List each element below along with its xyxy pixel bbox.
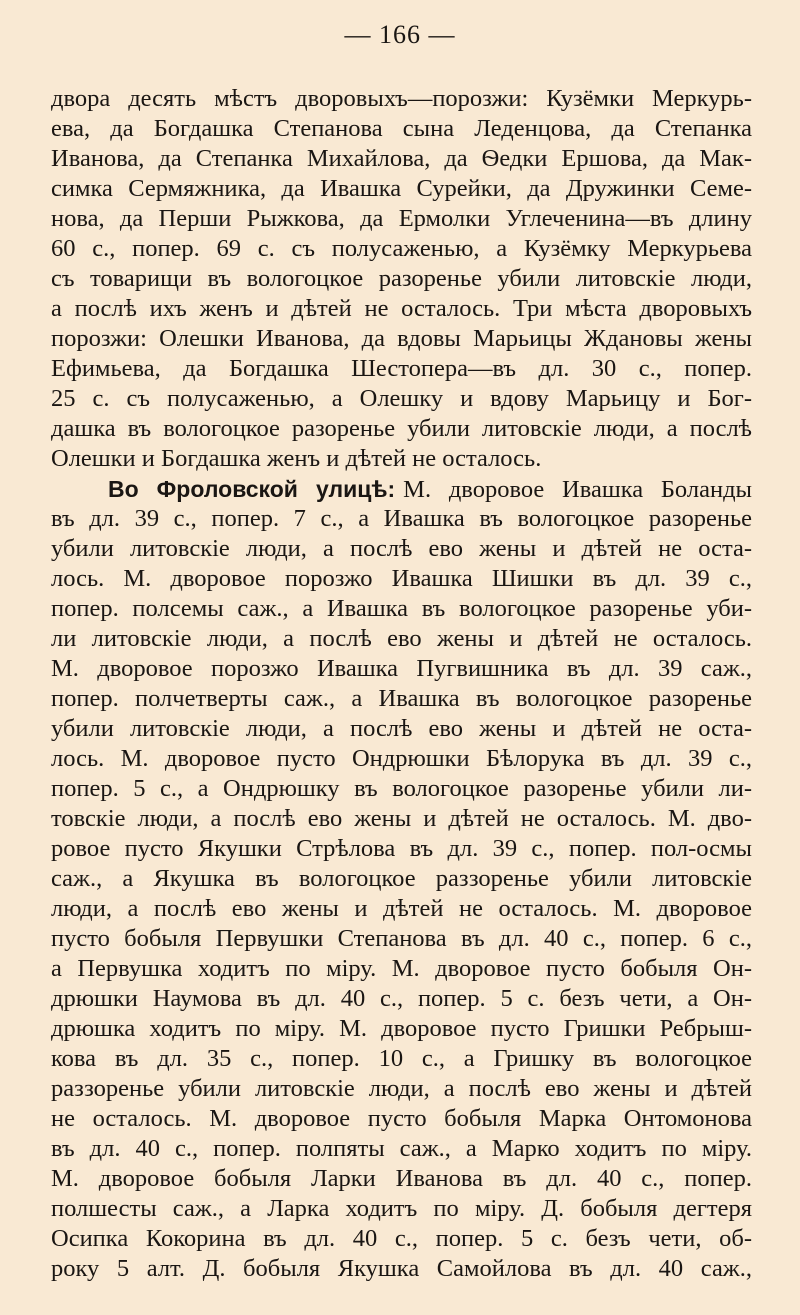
page-number: — 166 — (344, 20, 456, 49)
text-line-content: не осталось. М. дворовое пусто бобыля Марка Онтомонова (51, 1105, 752, 1132)
text-line-content: Иванова, да Степанка Михайлова, да Ѳедки Ершова, да Мак- (51, 145, 752, 172)
text-line (51, 414, 752, 444)
text-line (51, 1104, 752, 1134)
text-line (51, 1194, 752, 1224)
text-line-content: М. дворовое порозжо Ивашка Пугвишника въ дл. 39 саж., (51, 655, 752, 682)
text-line-content: порозжи: Олешки Иванова, да вдовы Марьицы Ждановы жены (51, 325, 752, 352)
text-line (51, 1254, 752, 1284)
text-line (51, 474, 752, 504)
text-line-content: Осипка Кокорина въ дл. 40 с., попер. 5 с. безъ чети, об- (51, 1225, 752, 1252)
section-heading: Во Фроловской улицѣ: (108, 476, 396, 502)
text-line-content: Олешки и Богдашка женъ и дѣтей не осталось. (51, 445, 542, 472)
text-line (51, 444, 752, 474)
text-line-content: ровое пусто Якушки Стрѣлова въ дл. 39 с., попер. пол-осмы (51, 835, 752, 862)
text-line-content: 25 с. съ полусаженью, а Олешку и вдову Марьицу и Бог- (51, 385, 752, 412)
text-line-content: убили литовскіе люди, а послѣ ево жены и дѣтей не оста- (51, 715, 752, 742)
text-line (51, 534, 752, 564)
text-line-content: дашка въ вологоцкое разоренье убили литовскіе люди, а послѣ (51, 415, 752, 442)
text-line-content: въ дл. 39 с., попер. 7 с., а Ивашка въ вологоцкое разоренье (51, 505, 752, 532)
text-line (51, 804, 752, 834)
text-line-content: симка Сермяжника, да Ивашка Сурейки, да Дружинки Семе- (51, 175, 752, 202)
text-line (51, 864, 752, 894)
text-line-content: нова, да Перши Рыжкова, да Ермолки Углеченина—въ длину (51, 205, 752, 232)
text-line-content: а послѣ ихъ женъ и дѣтей не осталось. Три мѣста дворовыхъ (51, 295, 752, 322)
text-line (51, 924, 752, 954)
text-line (51, 954, 752, 984)
text-line-content: ли литовскіе люди, а послѣ ево жены и дѣтей не осталось. (51, 625, 752, 652)
text-line-content: въ дл. 40 с., попер. полпяты саж., а Марко ходитъ по міру. (51, 1135, 752, 1162)
text-line (51, 174, 752, 204)
text-line-content: товскіе люди, а послѣ ево жены и дѣтей не осталось. М. дво- (51, 805, 752, 832)
text-line (51, 1074, 752, 1104)
text-line (51, 834, 752, 864)
text-line-content: попер. 5 с., а Ондрюшку въ вологоцкое разоренье убили ли- (51, 775, 752, 802)
text-line (51, 1044, 752, 1074)
text-line (51, 684, 752, 714)
text-line (51, 504, 752, 534)
text-line (51, 114, 752, 144)
text-line (51, 894, 752, 924)
document-text-body (51, 84, 752, 1284)
text-line (51, 714, 752, 744)
text-line (51, 564, 752, 594)
text-line-content: а Первушка ходитъ по міру. М. дворовое пусто бобыля Он- (51, 955, 752, 982)
text-line (51, 594, 752, 624)
text-line-content: лось. М. дворовое пусто Ондрюшки Бѣлорука въ дл. 39 с., (51, 745, 752, 772)
text-line-content: саж., а Якушка въ вологоцкое раззоренье убили литовскіе (51, 865, 752, 892)
text-line-content: ева, да Богдашка Степанова сына Леденцова, да Степанка (51, 115, 752, 142)
text-line-content: М. дворовое Ивашка Боланды (403, 476, 752, 503)
text-line (51, 264, 752, 294)
text-line-content: полшесты саж., а Ларка ходитъ по міру. Д. бобыля дегтеря (51, 1195, 752, 1222)
text-line (51, 234, 752, 264)
text-line-content: убили литовскіе люди, а послѣ ево жены и дѣтей не оста- (51, 535, 752, 562)
text-line-content: пусто бобыля Первушки Степанова въ дл. 40 с., попер. 6 с., (51, 925, 752, 952)
text-line-content: раззоренье убили литовскіе люди, а послѣ ево жены и дѣтей (51, 1075, 752, 1102)
text-line (51, 354, 752, 384)
text-line (51, 1014, 752, 1044)
text-line-content: люди, а послѣ ево жены и дѣтей не осталось. М. дворовое (51, 895, 752, 922)
text-line (51, 744, 752, 774)
text-line (51, 774, 752, 804)
text-line-content: М. дворовое бобыля Ларки Иванова въ дл. 40 с., попер. (51, 1165, 752, 1192)
text-line-content: кова въ дл. 35 с., попер. 10 с., а Гришку въ вологоцкое (51, 1045, 752, 1072)
text-line (51, 1164, 752, 1194)
text-line (51, 624, 752, 654)
text-line-content: съ товарищи въ вологоцкое разоренье убили литовскіе люди, (51, 265, 752, 292)
text-line-content: двора десять мѣстъ дворовыхъ—порозжи: Кузёмки Меркурь- (51, 85, 752, 112)
text-line (51, 204, 752, 234)
text-line (51, 294, 752, 324)
text-line-content: Ефимьева, да Богдашка Шестопера—въ дл. 30 с., попер. (51, 355, 752, 382)
text-line (51, 324, 752, 354)
text-line-content: року 5 алт. Д. бобыля Якушка Самойлова въ дл. 40 саж., (51, 1255, 752, 1282)
text-line (51, 144, 752, 174)
text-line-content: попер. полчетверты саж., а Ивашка въ вологоцкое разоренье (51, 685, 752, 712)
text-line-content: попер. полсемы саж., а Ивашка въ вологоцкое разоренье уби- (51, 595, 752, 622)
text-line-content: дрюшка ходитъ по міру. М. дворовое пусто Гришки Ребрыш- (51, 1015, 752, 1042)
text-line (51, 84, 752, 114)
text-line-content: дрюшки Наумова въ дл. 40 с., попер. 5 с. безъ чети, а Он- (51, 985, 752, 1012)
text-line (51, 384, 752, 414)
text-line (51, 654, 752, 684)
text-line-content: лось. М. дворовое порозжо Ивашка Шишки въ дл. 39 с., (51, 565, 752, 592)
text-line (51, 1224, 752, 1254)
text-line (51, 1134, 752, 1164)
text-line-content: 60 с., попер. 69 с. съ полусаженью, а Кузёмку Меркурьева (51, 235, 752, 262)
text-line (51, 984, 752, 1014)
